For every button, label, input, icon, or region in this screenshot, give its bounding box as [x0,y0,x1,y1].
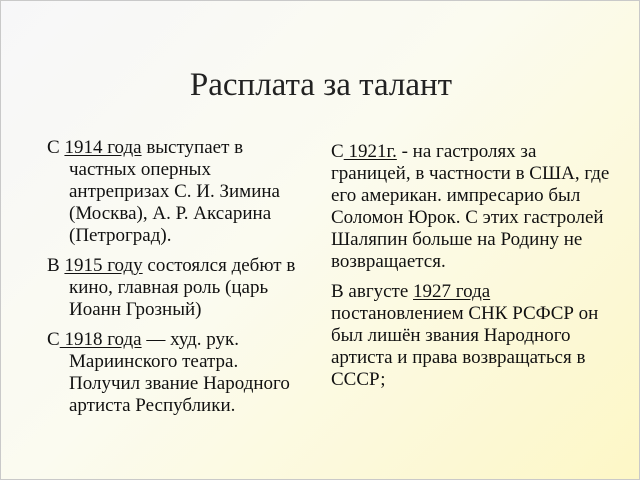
right-column [331,141,611,399]
paragraph-text: состоялся дебют в кино, главная роль (царь Иоанн Грозный) [69,255,296,320]
paragraph-1914 [47,137,309,247]
date-1921: 1921г. [343,141,397,162]
left-column [47,137,309,425]
paragraph-1921 [331,141,611,273]
paragraph-text: — худ. рук. Мариинского театра. Получил звание Народного артиста Республики. [69,329,290,416]
paragraph-text: постановлением СНК РСФСР он был лишён звания Народного артиста и права возвращаться в СССР; [331,303,599,390]
paragraph-1918 [47,329,309,417]
date-1914: 1914 года [64,137,142,158]
paragraph-1927 [331,281,611,391]
paragraph-prefix: В августе [331,281,414,302]
date-1927: 1927 года [413,281,491,302]
date-1918: 1918 года [59,329,142,350]
paragraph-prefix: С [47,137,65,158]
date-1915: 1915 году [64,255,143,276]
paragraph-1915 [47,255,309,321]
paragraph-text: - на гастролях за границей, в частности в США, где его американ. импресарио был Соломон Юрок. С этих гастролей Шаляпин больше на Родину не возвращается. [331,141,610,272]
paragraph-text: выступает в частных оперных антрепризах С. И. Зимина (Москва), А. Р. Аксарина (Петроград). [69,137,280,246]
slide-title: Расплата за талант [189,67,453,103]
paragraph-prefix: С [47,329,60,350]
paragraph-prefix: В [47,255,65,276]
paragraph-prefix: С [331,141,344,162]
